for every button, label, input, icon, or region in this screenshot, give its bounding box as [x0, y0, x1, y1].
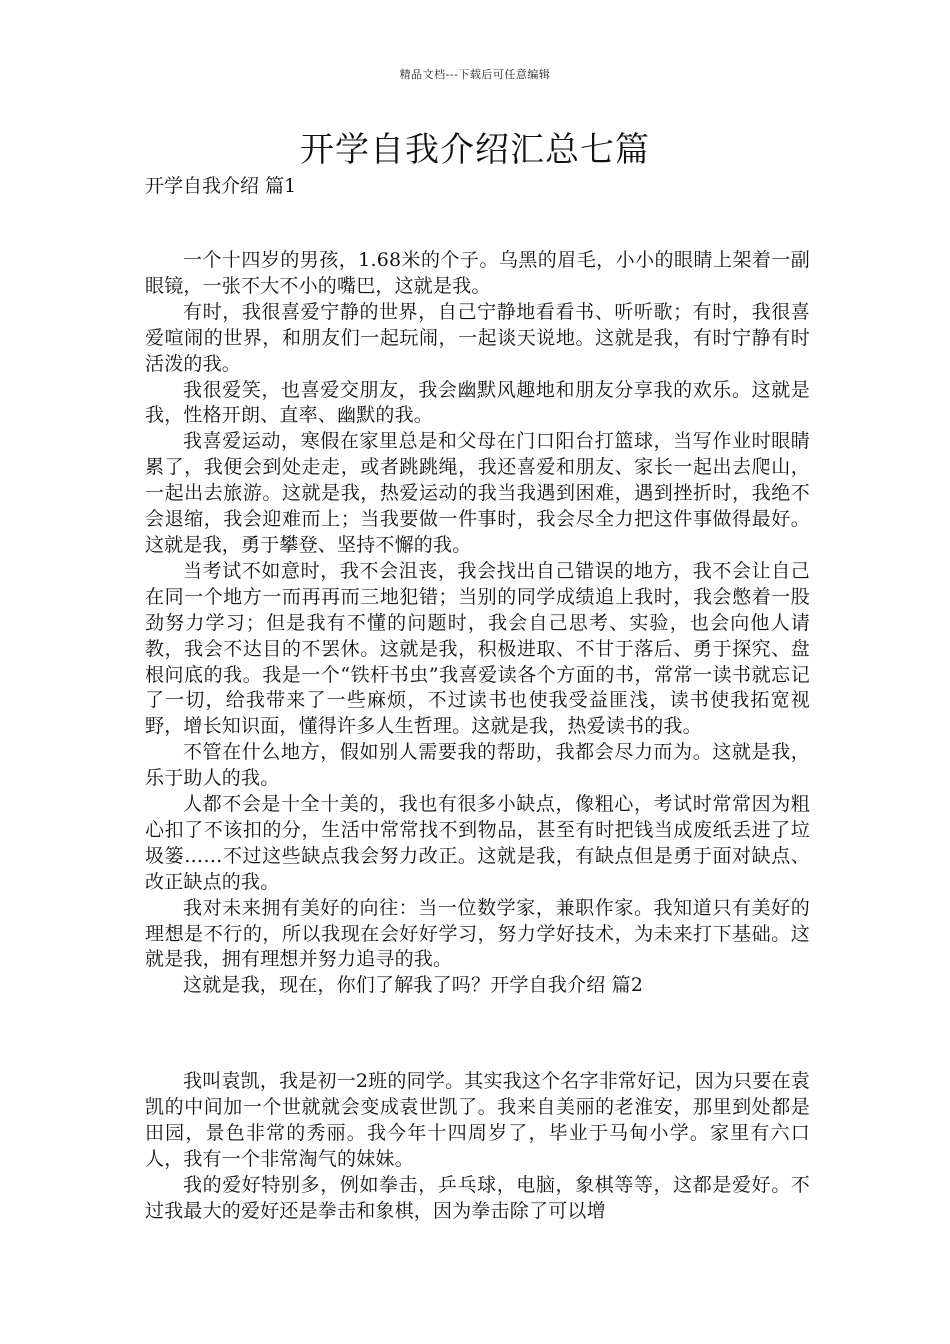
section-heading-1: 开学自我介绍 篇1: [145, 175, 297, 197]
paragraph: 我的爱好特别多，例如拳击，乒乓球，电脑，象棋等等，这都是爱好。不过我最大的爱好还是拳击和象棋，因为拳击除了可以增: [145, 1173, 810, 1222]
paragraph: 我很爱笑，也喜爱交朋友，我会幽默风趣地和朋友分享我的欢乐。这就是我，性格开朗、直率、幽默的我。: [145, 378, 810, 427]
document-title: 开学自我介绍汇总七篇: [300, 130, 650, 170]
paragraph: 我喜爱运动，寒假在家里总是和父母在门口阳台打篮球，当写作业时眼睛累了，我便会到处走走，或者跳跳绳，我还喜爱和朋友、家长一起出去爬山，一起出去旅游。这就是我，热爱运动的我当我遇到困难，遇到挫折时，我绝不会退缩，我会迎难而上；当我要做一件事时，我会尽全力把这件事做得最好。这就是我，勇于攀登、坚持不懈的我。: [145, 430, 810, 556]
section-1-body: [145, 248, 810, 999]
paragraph: 一个十四岁的男孩，1.68米的个子。乌黑的眉毛，小小的眼睛上架着一副眼镜，一张不大不小的嘴巴，这就是我。: [145, 249, 810, 297]
paragraph: 这就是我，现在，你们了解我了吗？开学自我介绍 篇2: [183, 974, 644, 997]
paragraph: 有时，我很喜爱宁静的世界，自己宁静地看看书、听听歌；有时，我很喜爱喧闹的世界，和朋友们一起玩闹，一起谈天说地。这就是我，有时宁静有时活泼的我。: [145, 300, 810, 375]
section-2-body: [145, 1069, 810, 1224]
paragraph: 我叫袁凯，我是初一2班的同学。其实我这个名字非常好记，因为只要在袁凯的中间加一个世就就会变成袁世凯了。我来自美丽的老淮安，那里到处都是田园，景色非常的秀丽。我今年十四周岁了，毕业于马甸小学。家里有六口人，我有一个非常淘气的妹妹。: [145, 1070, 810, 1170]
header-note: 精品文档---下载后可任意编辑: [399, 68, 551, 81]
paragraph: 我对未来拥有美好的向往：当一位数学家，兼职作家。我知道只有美好的理想是不行的，所以我现在会好好学习，努力学好技术，为未来打下基础。这就是我，拥有理想并努力追寻的我。: [145, 896, 810, 971]
paragraph: 当考试不如意时，我不会沮丧，我会找出自己错误的地方，我不会让自己在同一个地方一而再再而三地犯错；当别的同学成绩追上我时，我会憋着一股劲努力学习；但是我有不懂的问题时，我会自己思考、实验，也会向他人请教，我会不达目的不罢休。这就是我，积极进取、不甘于落后、勇于探究、盘根问底的我。我是一个“铁杆书虫”我喜爱读各个方面的书，常常一读书就忘记了一切，给我带来了一些麻烦，不过读书也使我受益匪浅，读书使我拓宽视野，增长知识面，懂得许多人生哲理。这就是我，热爱读书的我。: [145, 559, 810, 738]
paragraph: 人都不会是十全十美的，我也有很多小缺点，像粗心，考试时常常因为粗心扣了不该扣的分，生活中常常找不到物品，甚至有时把钱当成废纸丢进了垃圾篓……不过这些缺点我会努力改正。这就是我，有缺点但是勇于面对缺点、改正缺点的我。: [145, 793, 810, 893]
paragraph: 不管在什么地方，假如别人需要我的帮助，我都会尽力而为。这就是我，乐于助人的我。: [145, 741, 810, 790]
